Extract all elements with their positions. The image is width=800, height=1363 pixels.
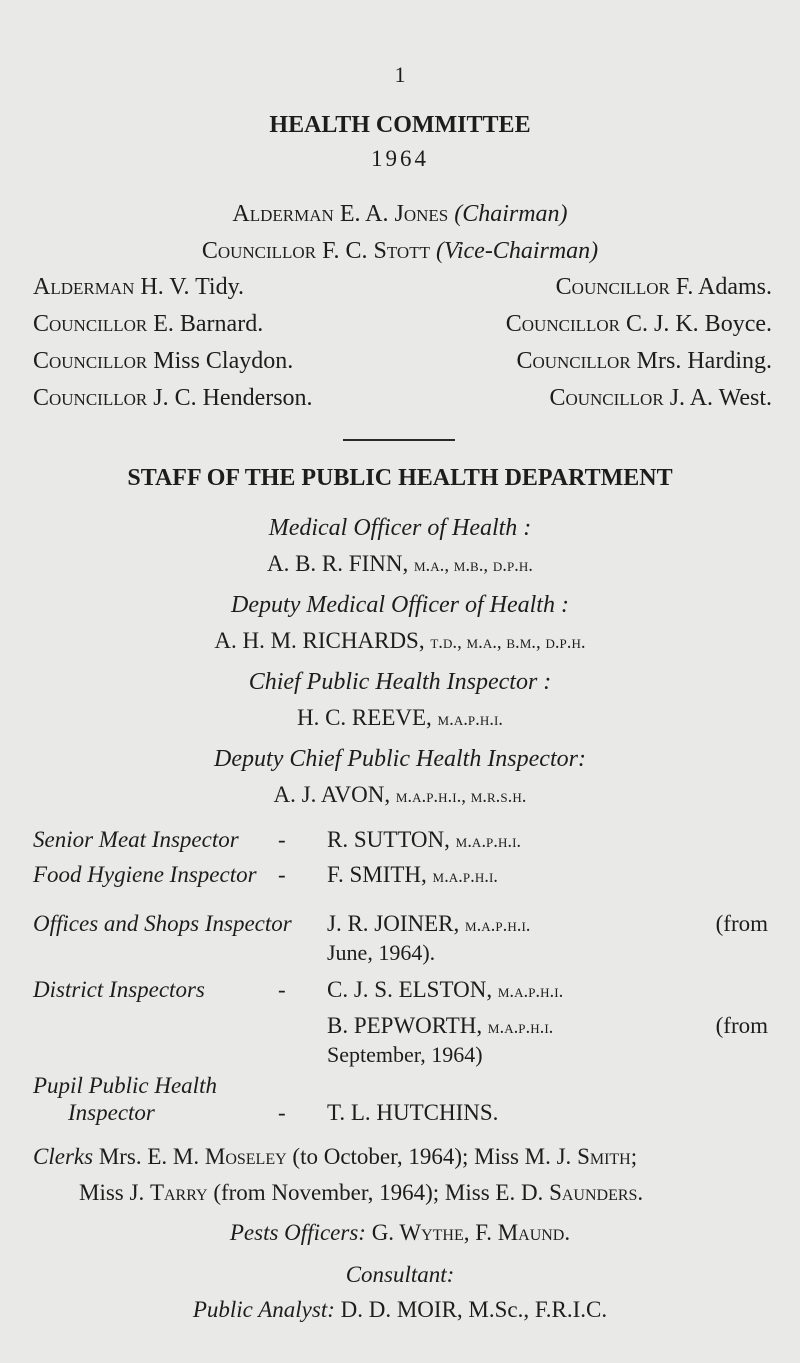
inspector-dash-6: - — [278, 1100, 286, 1125]
officer-title-1: Medical Officer of Health : — [268, 515, 532, 541]
inspector-role2-6: Inspector — [68, 1100, 155, 1125]
pests-names: G. Wythe, F. Maund. — [371, 1220, 571, 1245]
officer-name-4: A. J. AVON, m.a.p.h.i., m.r.s.h. — [273, 782, 527, 807]
inspector-name-1: R. SUTTON, m.a.p.h.i. — [327, 827, 522, 852]
section-divider — [343, 439, 455, 441]
vice-chairman-name: F. C. Stott — [322, 238, 430, 264]
public-analyst-line — [0, 1297, 800, 1323]
clerks-line-2: Miss J. Tarry (from November, 1964); Miss E. D. Saunders. — [79, 1180, 644, 1205]
committee-title: HEALTH COMMITTEE — [269, 112, 531, 138]
vice-chairman-line — [0, 238, 800, 265]
clerks-line-1: Clerks Mrs. E. M. Moseley (to October, 1964); Miss M. J. Smith; — [33, 1144, 638, 1169]
member-right-1: Councillor F. Adams. — [555, 274, 772, 300]
member-right-2: Councillor C. J. K. Boyce. — [505, 311, 772, 337]
inspector-role-1: Senior Meat Inspector — [33, 827, 239, 852]
pests-label: Pests Officers: — [229, 1220, 366, 1245]
inspector-role-3: Offices and Shops Inspector — [33, 911, 292, 936]
officer-name-2: A. H. M. RICHARDS, t.d., m.a., b.m., d.p.h. — [214, 628, 586, 653]
inspector-dash-1: - — [278, 827, 286, 852]
inspector-dash-4: - — [278, 977, 286, 1002]
chairman-name: E. A. Jones — [339, 201, 449, 227]
clerks-label: Clerks — [33, 1144, 94, 1169]
member-right-4: Councillor J. A. West. — [549, 385, 772, 411]
member-left-3: Councillor Miss Claydon. — [33, 348, 294, 374]
member-left-2: Councillor E. Barnard. — [33, 311, 264, 337]
inspector-name-6: T. L. HUTCHINS. — [327, 1100, 499, 1125]
officer-title-3: Chief Public Health Inspector : — [248, 669, 552, 695]
pests-officers-line — [0, 1220, 800, 1246]
vice-chairman-role: (Vice-Chairman) — [435, 238, 599, 264]
officer-name-1: A. B. R. FINN, m.a., m.b., d.p.h. — [266, 551, 533, 576]
vice-chairman-rank: Councillor — [201, 238, 317, 264]
inspector-name-3: J. R. JOINER, m.a.p.h.i. — [327, 911, 531, 936]
chairman-line — [0, 201, 800, 228]
member-left-4: Councillor J. C. Henderson. — [33, 385, 313, 411]
inspector-note-5: (from — [715, 1013, 768, 1038]
member-right-3: Councillor Mrs. Harding. — [516, 348, 772, 374]
public-analyst-label: Public Analyst: — [192, 1297, 335, 1322]
inspector-role-6: Pupil Public Health — [33, 1073, 217, 1098]
member-left-1: Alderman H. V. Tidy. — [33, 274, 245, 300]
inspector-name-2: F. SMITH, m.a.p.h.i. — [327, 862, 498, 887]
inspector-role-2: Food Hygiene Inspector — [33, 862, 257, 887]
officer-name-3: H. C. REEVE, m.a.p.h.i. — [296, 705, 504, 730]
inspector-note2-3: June, 1964). — [327, 940, 436, 965]
inspector-dash-2: - — [278, 862, 286, 887]
committee-year: 1964 — [371, 146, 429, 171]
chairman-role: (Chairman) — [454, 201, 568, 227]
public-analyst-name: D. D. MOIR, M.Sc., F.R.I.C. — [340, 1297, 608, 1322]
officer-title-2: Deputy Medical Officer of Health : — [231, 592, 569, 618]
inspector-role-4: District Inspectors — [33, 977, 205, 1002]
inspector-name-4: C. J. S. ELSTON, m.a.p.h.i. — [327, 977, 564, 1002]
page-number: 1 — [394, 62, 406, 87]
inspector-name-5: B. PEPWORTH, m.a.p.h.i. — [327, 1013, 554, 1038]
inspector-note2-5: September, 1964) — [327, 1042, 483, 1067]
staff-title: STAFF OF THE PUBLIC HEALTH DEPARTMENT — [127, 465, 673, 491]
inspector-note-3: (from — [715, 911, 768, 936]
chairman-rank: Alderman — [232, 201, 334, 227]
consultant-title: Consultant: — [345, 1262, 455, 1287]
officer-title-4: Deputy Chief Public Health Inspector: — [214, 746, 586, 772]
